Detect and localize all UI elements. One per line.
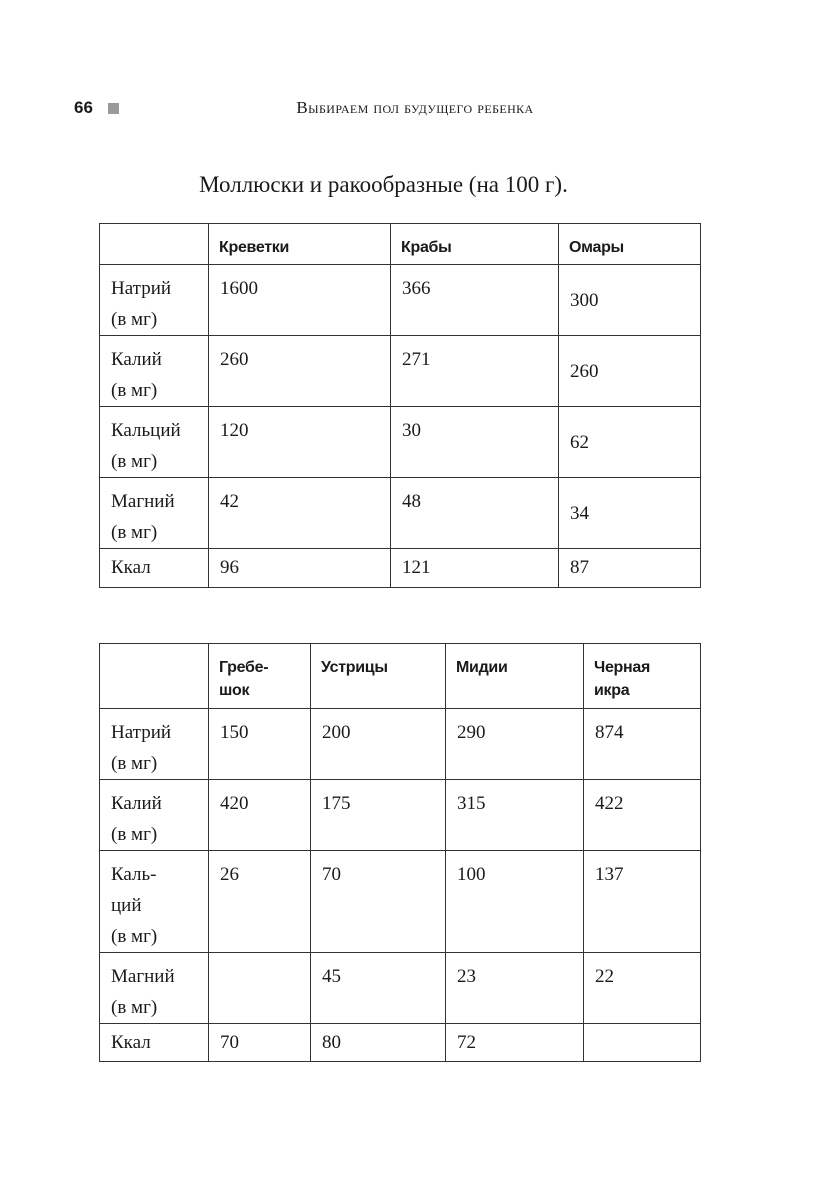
column-header: Крабы (391, 224, 559, 265)
table-cell: 42 (209, 478, 391, 549)
table-row (100, 780, 701, 851)
table-cell: 366 (391, 265, 559, 336)
table-cell: 120 (209, 407, 391, 478)
shellfish-table-2 (99, 643, 701, 1062)
table-cell: 300 (559, 265, 701, 336)
table-cell: 260 (209, 336, 391, 407)
table-row (100, 407, 701, 478)
table-cell: 96 (209, 549, 391, 588)
table-cell: 72 (446, 1024, 584, 1062)
column-header: Устрицы (311, 644, 446, 709)
row-label: Магний (в мг) (100, 478, 209, 549)
row-label: Ккал (100, 549, 209, 588)
column-header: Гребе- шок (209, 644, 311, 709)
column-header (100, 644, 209, 709)
table-row (100, 851, 701, 953)
table-header-row (100, 644, 701, 709)
row-label: Натрий (в мг) (100, 709, 209, 780)
table-cell: 23 (446, 953, 584, 1024)
table-cell: 290 (446, 709, 584, 780)
table-cell: 45 (311, 953, 446, 1024)
running-head: Выбираем пол будущего ребенка (296, 98, 534, 117)
row-label: Магний (в мг) (100, 953, 209, 1024)
table-cell: 315 (446, 780, 584, 851)
table-row (100, 1024, 701, 1062)
column-header: Мидии (446, 644, 584, 709)
table-row (100, 549, 701, 588)
shellfish-table-1 (99, 223, 701, 588)
table-cell (584, 1024, 701, 1062)
table-cell: 175 (311, 780, 446, 851)
table-caption: Моллюски и ракообразные (на 100 г). (199, 172, 568, 197)
column-header: Черная икра (584, 644, 701, 709)
table-cell: 30 (391, 407, 559, 478)
table-row (100, 709, 701, 780)
table-row (100, 265, 701, 336)
table-cell (209, 953, 311, 1024)
table-cell: 87 (559, 549, 701, 588)
table-cell: 48 (391, 478, 559, 549)
table-row (100, 953, 701, 1024)
table-cell: 1600 (209, 265, 391, 336)
table-cell: 150 (209, 709, 311, 780)
row-label: Каль- ций (в мг) (100, 851, 209, 953)
row-label: Калий (в мг) (100, 336, 209, 407)
table-cell: 34 (559, 478, 701, 549)
table-cell: 874 (584, 709, 701, 780)
table-cell: 62 (559, 407, 701, 478)
table-cell: 422 (584, 780, 701, 851)
table-cell: 80 (311, 1024, 446, 1062)
table-cell: 70 (209, 1024, 311, 1062)
table-cell: 260 (559, 336, 701, 407)
table-cell: 70 (311, 851, 446, 953)
row-label: Натрий (в мг) (100, 265, 209, 336)
table-row (100, 478, 701, 549)
table-cell: 137 (584, 851, 701, 953)
column-header: Креветки (209, 224, 391, 265)
table-cell: 26 (209, 851, 311, 953)
page-header (0, 96, 817, 126)
table-cell: 420 (209, 780, 311, 851)
column-header: Омары (559, 224, 701, 265)
row-label: Калий (в мг) (100, 780, 209, 851)
table-cell: 100 (446, 851, 584, 953)
table-cell: 200 (311, 709, 446, 780)
row-label: Кальций (в мг) (100, 407, 209, 478)
row-label: Ккал (100, 1024, 209, 1062)
table-header-row (100, 224, 701, 265)
page-number: 66 (74, 98, 93, 117)
table-cell: 121 (391, 549, 559, 588)
table-row (100, 336, 701, 407)
column-header (100, 224, 209, 265)
table-cell: 271 (391, 336, 559, 407)
table-cell: 22 (584, 953, 701, 1024)
